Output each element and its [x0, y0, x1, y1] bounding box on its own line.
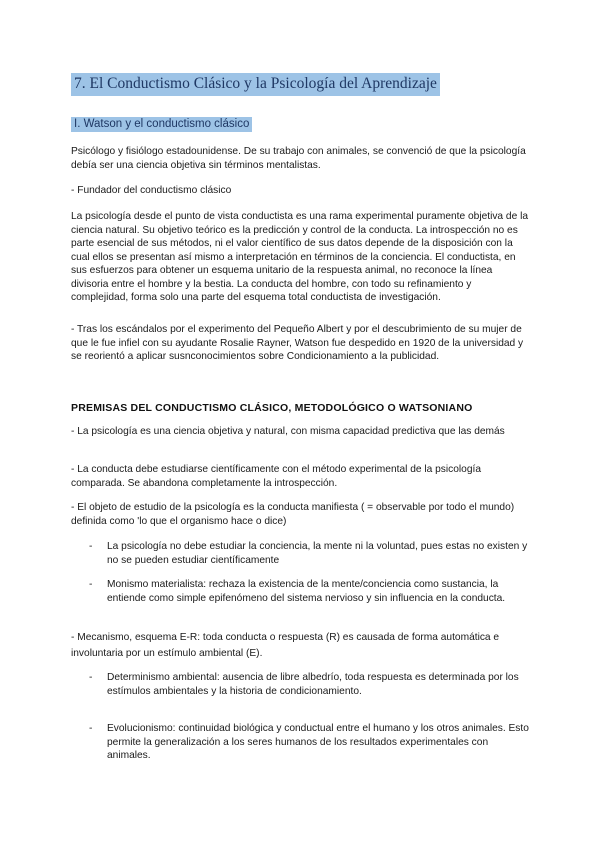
bullet-dash: - [89, 672, 93, 683]
bullet-text: La psicología no debe estudiar la conciencia, la mente ni la voluntad, pues estas no existen y no se pueden estudiar científicamente [107, 541, 528, 566]
bullet-dash: - [89, 579, 93, 590]
section-heading-premisas: PREMISAS DEL CONDUCTISMO CLÁSICO, METODOLÓGICO O WATSONIANO [71, 402, 473, 414]
paragraph-founder: - Fundador del conductismo clásico [71, 185, 232, 196]
premise-item-3: - El objeto de estudio de la psicología es la conducta manifiesta ( = observable por todo el mundo) definida como 'lo que el organismo hace o dice) [71, 502, 515, 527]
bullet-dash: - [89, 541, 93, 552]
paragraph-scandal: - Tras los escándalos por el experimento del Pequeño Albert y por el descubrimiento de su mujer de que le fue infiel con su ayudante Rosalie Rayner, Watson fue despedido en 1920 de la universidad y se reorientó a aplicar susnconocimientos sobre Condicionamiento a la publicidad. [71, 324, 524, 362]
premise-item-4: - Mecanismo, esquema E-R: toda conducta o respuesta (R) es causada de forma automática e involuntaria por un estímulo ambiental (E). [71, 632, 500, 659]
bullet-text: Determinismo ambiental: ausencia de libre albedrío, toda respuesta es determinada por los estímulos ambientales y la historia de condicionamiento. [107, 672, 519, 697]
premise-item-1: - La psicología es una ciencia objetiva y natural, con misma capacidad predictiva que las demás [71, 426, 505, 437]
bullet-dash: - [89, 723, 93, 734]
bullet-text: Evolucionismo: continuidad biológica y conductual entre el humano y los otros animales. Esto permite la generalización a los seres humanos de los resultados experimentales con animales. [107, 723, 529, 761]
premise-item-2: - La conducta debe estudiarse científicamente con el método experimental de la psicología comparada. Se abandona completamente la introspección. [71, 464, 482, 489]
page-title: 7. El Conductismo Clásico y la Psicología del Aprendizaje [71, 73, 440, 96]
paragraph-intro: Psicólogo y fisiólogo estadounidense. De su trabajo con animales, se convenció de que la psicología debía ser una ciencia objetiva sin términos mentalistas. [71, 146, 526, 171]
bullet-text: Monismo materialista: rechaza la existencia de la mente/conciencia como sustancia, la entiende como simple epifenómeno del sistema nervioso y sin influencia en la conducta. [107, 579, 506, 604]
paragraph-definition: La psicología desde el punto de vista conductista es una rama experimental puramente objetiva de la ciencia natural. Su objetivo teórico es la predicción y control de la conducta. La introspección no es parte esencial de sus métodos, ni el valor científico de sus datos depende de la disposición con la cual ellos se presentan así mismo a interpretación en términos de la conciencia. El conductista, en sus esfuerzos para obtener un esquema unitario de la respuesta animal, no reconoce la línea divisoria entre el hombre y la bestia. La conducta del hombre, con todo su refinamiento y complejidad, forma solo una parte del esquema total conductista de investigación. [71, 211, 529, 303]
section-heading-watson: I. Watson y el conductismo clásico [71, 117, 252, 132]
